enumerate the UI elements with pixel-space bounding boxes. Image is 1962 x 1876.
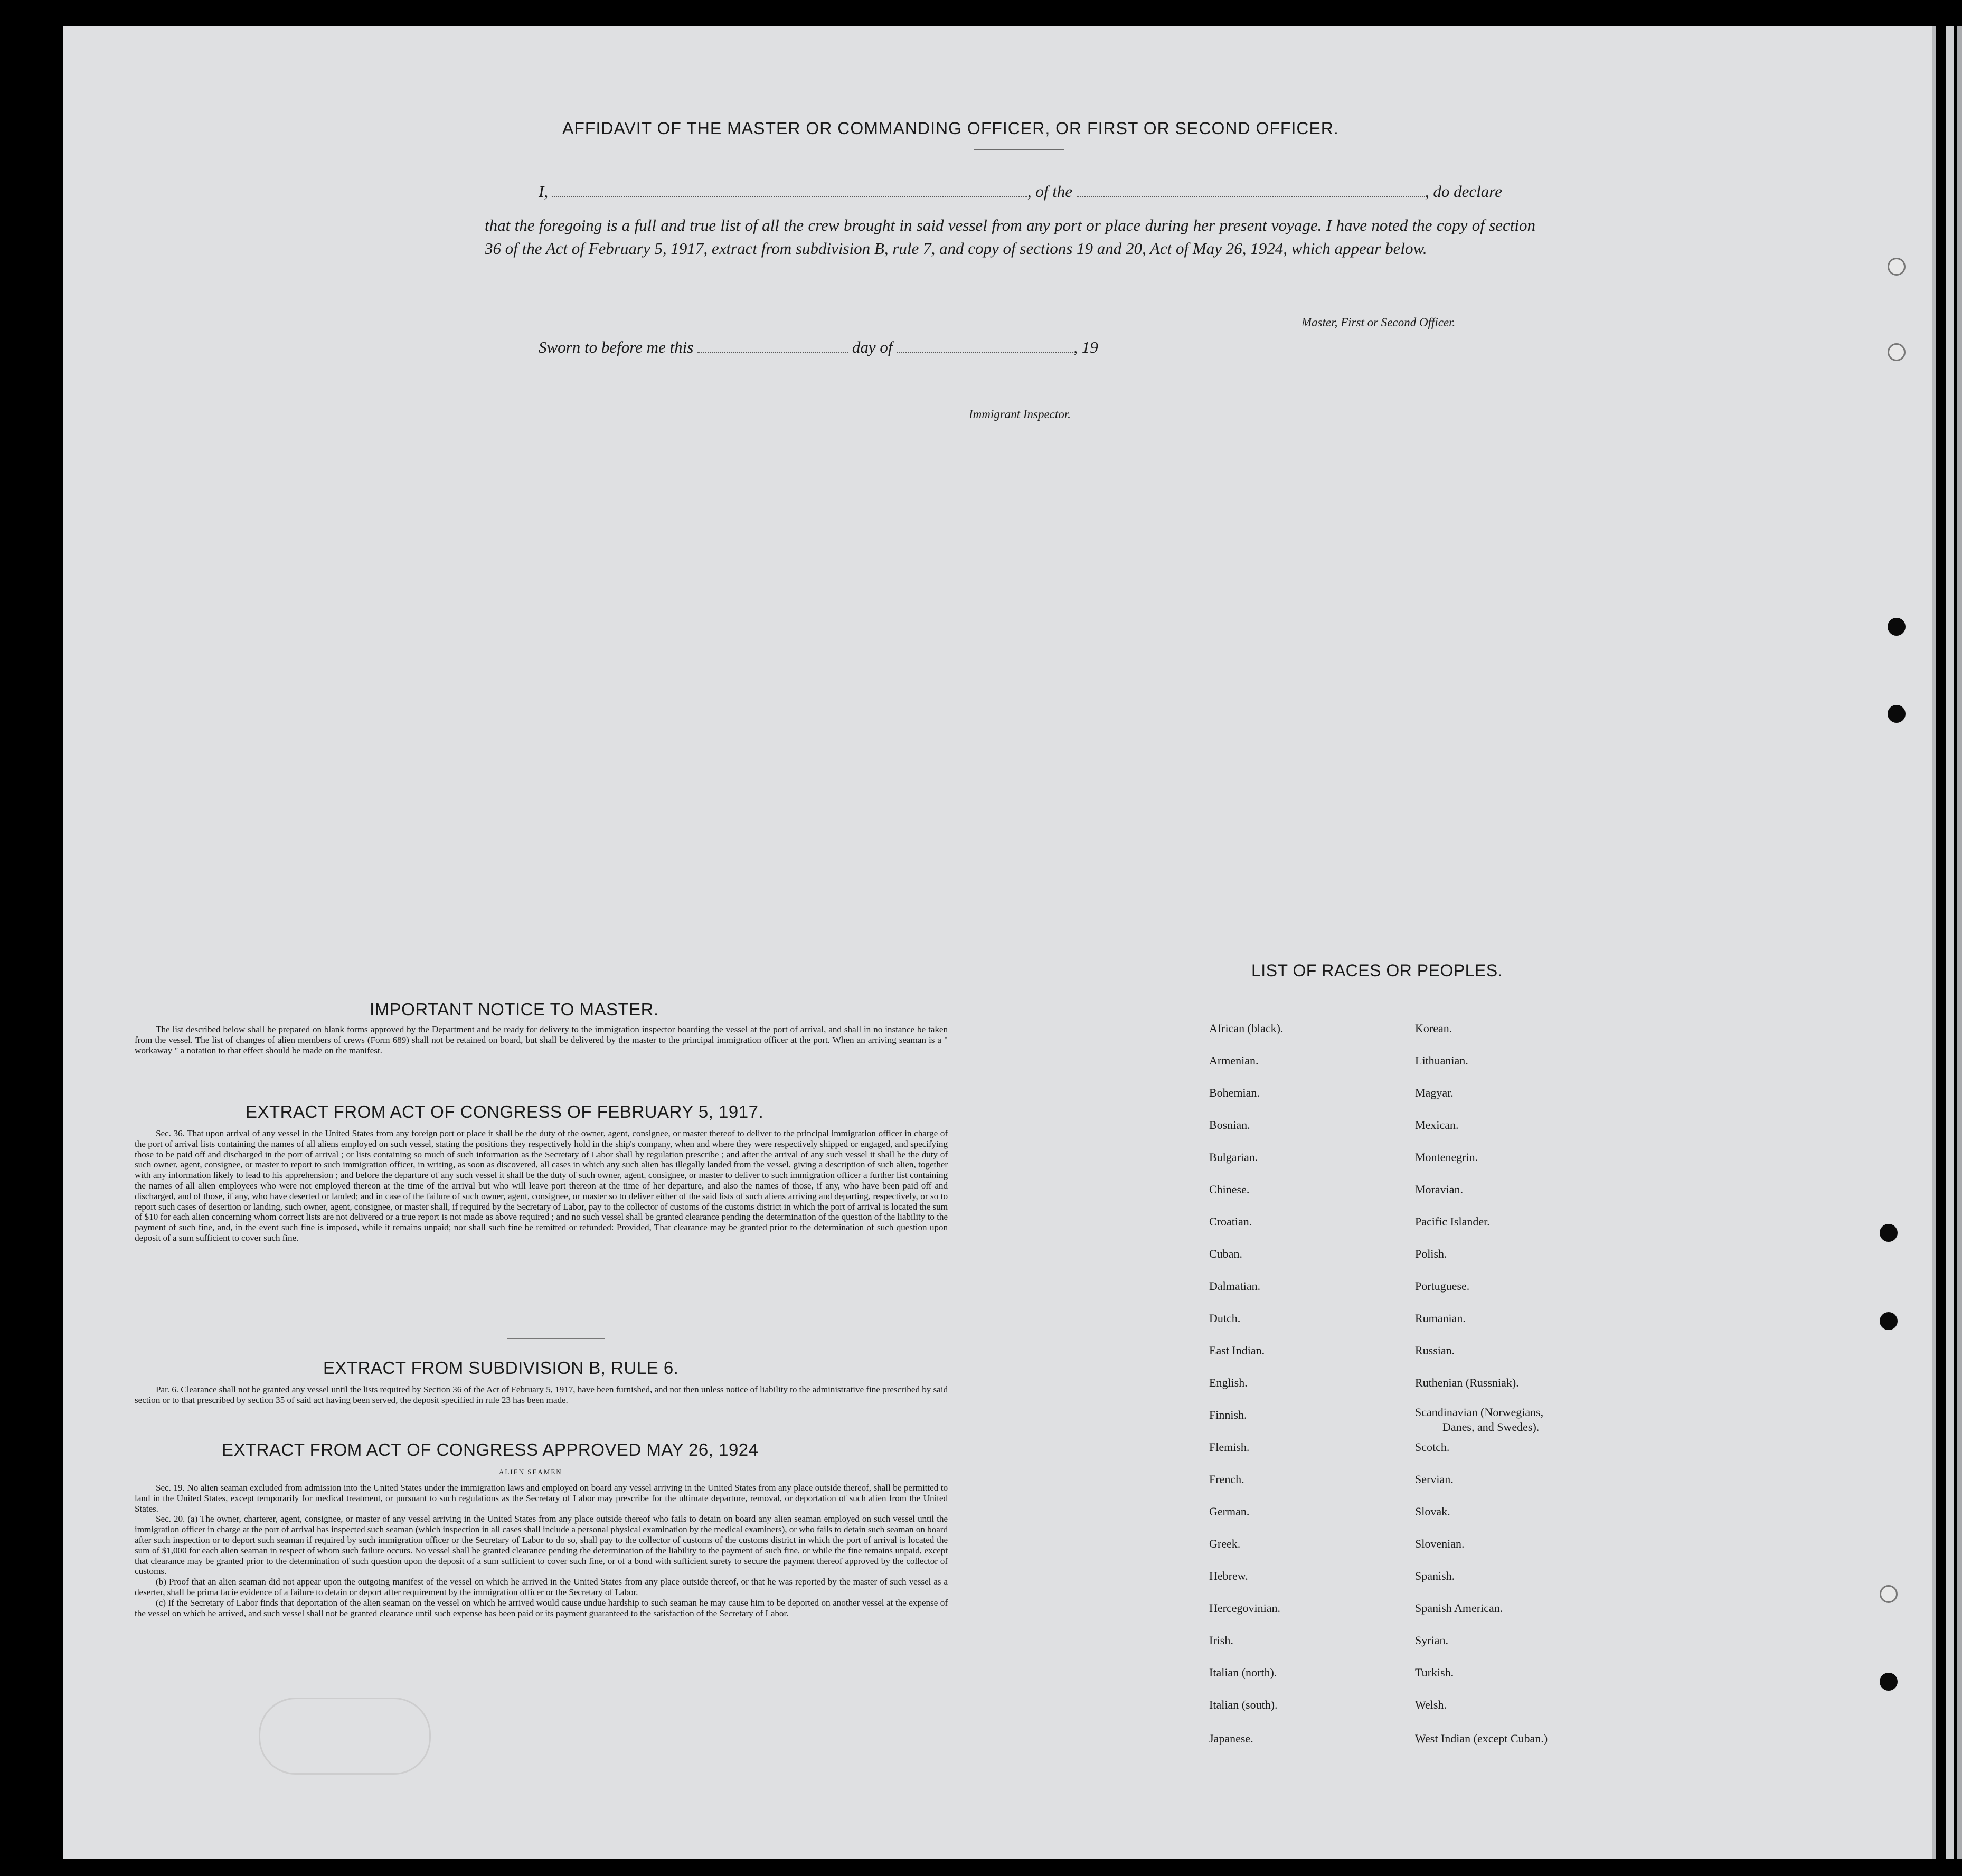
race-item: Scandinavian (Norwegians, <box>1415 1406 1544 1419</box>
race-item: Spanish. <box>1415 1569 1455 1582</box>
page-edge <box>1957 26 1962 1859</box>
extract-1924-heading: EXTRACT FROM ACT OF CONGRESS APPROVED MAY 26, 1924 <box>222 1440 759 1459</box>
race-item: Finnish. <box>1209 1408 1247 1421</box>
race-item: Spanish American. <box>1415 1601 1503 1615</box>
binder-hole-icon <box>1888 343 1906 361</box>
race-item: African (black). <box>1209 1022 1284 1035</box>
race-item: Chinese. <box>1209 1183 1250 1196</box>
race-item: Japanese. <box>1209 1732 1253 1745</box>
race-item: Italian (north). <box>1209 1666 1277 1679</box>
race-item: Dutch. <box>1209 1312 1241 1325</box>
race-item: Lithuanian. <box>1415 1054 1468 1067</box>
rule6-heading: EXTRACT FROM SUBDIVISION B, RULE 6. <box>323 1358 679 1378</box>
race-item: Scotch. <box>1415 1440 1450 1454</box>
race-item: Korean. <box>1415 1022 1452 1035</box>
race-item: Bohemian. <box>1209 1086 1260 1099</box>
sec20b-paragraph: (b) Proof that an alien seaman did not appear upon the outgoing manifest of the vessel on which he arrived in the United States from any place outside thereof, or that he was reported by the master of such vessel as a deserter, shall be prima facie evidence of a failure to detain or deport after requirement by the immigration officer or the Secretary of Labor. <box>135 1577 948 1597</box>
race-item: West Indian (except Cuban.) <box>1415 1732 1548 1745</box>
notice-heading: IMPORTANT NOTICE TO MASTER. <box>370 1000 659 1019</box>
section-divider <box>507 1338 605 1339</box>
race-item: Hebrew. <box>1209 1569 1248 1582</box>
faded-stamp <box>259 1698 431 1775</box>
affidavit-title: AFFIDAVIT OF THE MASTER OR COMMANDING OFFICER, OR FIRST OR SECOND OFFICER. <box>562 119 1339 138</box>
binder-hole-icon <box>1888 705 1906 723</box>
binder-hole-icon <box>1880 1224 1898 1242</box>
race-item: East Indian. <box>1209 1344 1265 1357</box>
race-item: Irish. <box>1209 1634 1233 1647</box>
title-underline <box>974 149 1064 150</box>
race-item: Portuguese. <box>1415 1279 1470 1293</box>
notice-text <box>135 1024 948 1055</box>
vessel-name-field[interactable] <box>1077 196 1425 197</box>
sworn-day-field[interactable] <box>697 352 848 353</box>
master-name-field[interactable] <box>552 196 1027 197</box>
race-item: English. <box>1209 1376 1248 1389</box>
declaration-line <box>539 182 1502 201</box>
binder-hole-icon <box>1880 1312 1898 1330</box>
do-declare-label: , do declare <box>1425 182 1502 201</box>
race-item: Slovenian. <box>1415 1537 1465 1550</box>
race-item: Italian (south). <box>1209 1698 1278 1711</box>
race-item: Pacific Islander. <box>1415 1215 1490 1228</box>
binder-hole-icon <box>1888 618 1906 636</box>
race-item: Moravian. <box>1415 1183 1464 1196</box>
race-item: Danes, and Swedes). <box>1442 1420 1540 1434</box>
race-item: Welsh. <box>1415 1698 1447 1711</box>
extract-1917-heading: EXTRACT FROM ACT OF CONGRESS OF FEBRUARY 5, 1917. <box>246 1102 764 1121</box>
race-item: French. <box>1209 1473 1244 1486</box>
race-item: Flemish. <box>1209 1440 1250 1454</box>
day-of-label: day of <box>852 338 893 356</box>
binder-hole-icon <box>1880 1585 1898 1603</box>
year-prefix: , 19 <box>1073 338 1098 356</box>
race-item: Ruthenian (Russniak). <box>1415 1376 1519 1389</box>
races-title: LIST OF RACES OR PEOPLES. <box>1251 961 1503 980</box>
rule6-paragraph: Par. 6. Clearance shall not be granted any vessel until the lists required by Section 36 of the Act of February 5, 1917, have been furnished, and not then unless notice of liability to the administrative fine prescribed by said section or to that prescribed by section 35 of said act having been served, the deposit specified in rule 23 has been made. <box>135 1384 948 1405</box>
race-item: Greek. <box>1209 1537 1241 1550</box>
race-item: Armenian. <box>1209 1054 1259 1067</box>
race-item: Turkish. <box>1415 1666 1454 1679</box>
affidavit-statement: that the foregoing is a full and true list of all the crew brought in said vessel from any port or place during her present voyage. I have noted the copy of section 36 of the Act of February 5, 1917, extract from subdivision B, rule 7, and copy of sections 19 and 20, Act of May 26, 1924, which appear below. <box>485 216 1535 258</box>
binder-hole-icon <box>1888 258 1906 276</box>
extract-1917-text <box>135 1128 948 1243</box>
rule6-text <box>135 1384 948 1406</box>
page-edge <box>1946 26 1954 1859</box>
sworn-month-field[interactable] <box>897 352 1073 353</box>
extract-1917-paragraph: Sec. 36. That upon arrival of any vessel in the United States from any foreign port or place it shall be the duty of the owner, agent, consignee, or master thereof to deliver to the principal immigration officer in charge of the port of arrival lists containing the names of all aliens employed on such vessel, stating the positions they respectively hold in the ship's company, when and where they were respectively shipped or engaged, and specifying those to be paid off and discharged in the port of arrival ; or lists containing so much of such information as the Secretary of Labor shall by regulation prescribe ; and after the arrival of any such vessel it shall be the duty of such owner, agent, consignee, or master to report to such immigration officer, in writing, as soon as discovered, all cases in which any such alien has illegally landed from the vessel, giving a description of such alien, together with any information likely to lead to his apprehension ; and before the departure of any such vessel it shall be the duty of such owner, agent, consignee, or master to deliver to such immigration officer a further list containing the names of all alien employees who were not employed thereon at the time of the arrival but who will leave port thereon at the time of her departure, and also the names of those, if any, who have been paid off and discharged, and of those, if any, who have deserted or landed; and in case of the failure of such owner, agent, consignee, or master so to deliver either of the said lists of such aliens arriving and departing, respectively, or so to report such cases of desertion or landing, such owner, agent, consignee, or master shall, if required by the Secretary of Labor, pay to the collector of customs of the customs district in which the port of arrival is located the sum of $10 for each alien concerning whom correct lists are not delivered or a true report is not made as above required ; and no such vessel shall be granted clearance pending the determination of the question of the liability to the payment of such fine, and, in the event such fine is imposed, while it remains unpaid; nor shall such fine be remitted or refunded: Provided, That clearance may be granted prior to the determination of such question upon deposit of a sum sufficient to cover such fine. <box>135 1128 948 1243</box>
race-item: Syrian. <box>1415 1634 1448 1647</box>
sworn-label: Sworn to before me this <box>539 338 694 356</box>
i-label: I, <box>539 182 549 201</box>
race-item: Polish. <box>1415 1247 1447 1260</box>
race-item: Slovak. <box>1415 1505 1450 1518</box>
race-item: Russian. <box>1415 1344 1455 1357</box>
race-item: Servian. <box>1415 1473 1454 1486</box>
extract-1924-text <box>135 1483 948 1618</box>
race-item: Mexican. <box>1415 1118 1459 1132</box>
race-item: Cuban. <box>1209 1247 1242 1260</box>
race-item: Montenegrin. <box>1415 1151 1478 1164</box>
race-item: German. <box>1209 1505 1250 1518</box>
inspector-caption: Immigrant Inspector. <box>969 408 1071 421</box>
of-the-label: , of the <box>1027 182 1073 201</box>
sec20a-paragraph: Sec. 20. (a) The owner, charterer, agent, consignee, or master of any vessel arriving in the United States from any place outside thereof who fails to detain on board any alien seaman employed on such vessel until the immigration officer in charge at the port of arrival has inspected such seaman (which inspection in all cases shall include a personal physical examination by the medical examiners), or who fails to detain such seaman on board after such inspection or to deport such seaman if required by such immigration officer or the Secretary of Labor to do so, shall pay to the collector of customs of the customs district in which the port of arrival is located the sum of $1,000 for each alien seaman in respect of whom such failure occurs. No vessel shall be granted clearance pending the determination of the liability to the payment of such fine, or while the fine remains unpaid, except that clearance may be granted prior to the determination of such question upon the deposit of a sum sufficient to cover such fine, or of a bond with sufficient surety to secure the payment thereof approved by the collector of customs. <box>135 1514 948 1577</box>
sec19-paragraph: Sec. 19. No alien seaman excluded from admission into the United States under the immigration laws and employed on board any vessel arriving in the United States from any place outside thereof, shall be permitted to land in the United States, except temporarily for medical treatment, or pursuant to such regulations as the Secretary of Labor may prescribe for the ultimate departure, removal, or deportation of such alien from the United States. <box>135 1483 948 1514</box>
race-item: Croatian. <box>1209 1215 1252 1228</box>
race-item: Hercegovinian. <box>1209 1601 1280 1615</box>
sworn-line <box>539 338 1098 357</box>
alien-seamen-subheading: ALIEN SEAMEN <box>499 1468 562 1476</box>
race-item: Rumanian. <box>1415 1312 1466 1325</box>
binder-hole-icon <box>1880 1673 1898 1691</box>
race-item: Bosnian. <box>1209 1118 1250 1132</box>
signature-caption: Master, First or Second Officer. <box>1301 316 1456 329</box>
race-item: Dalmatian. <box>1209 1279 1261 1293</box>
sec20c-paragraph: (c) If the Secretary of Labor finds that deportation of the alien seaman on the vessel on which he arrived would cause undue hardship to such seaman he may cause him to be deported on another vessel at the expense of the vessel on which he arrived, and such vessel shall not be granted clearance until such expense has been paid or its payment guaranteed to the satisfaction of the Secretary of Labor. <box>135 1597 948 1618</box>
race-item: Magyar. <box>1415 1086 1454 1099</box>
race-item: Bulgarian. <box>1209 1151 1258 1164</box>
notice-paragraph: The list described below shall be prepared on blank forms approved by the Department and be ready for delivery to the immigration inspector boarding the vessel at the port of arrival, and shall in no instance be taken from the vessel. The list of changes of alien members of crews (Form 689) shall not be retained on board, but shall be delivered by the master to the principal immigration officer at the port. When an arriving seaman is a " workaway " a notation to that effect should be made on the manifest. <box>135 1024 948 1055</box>
